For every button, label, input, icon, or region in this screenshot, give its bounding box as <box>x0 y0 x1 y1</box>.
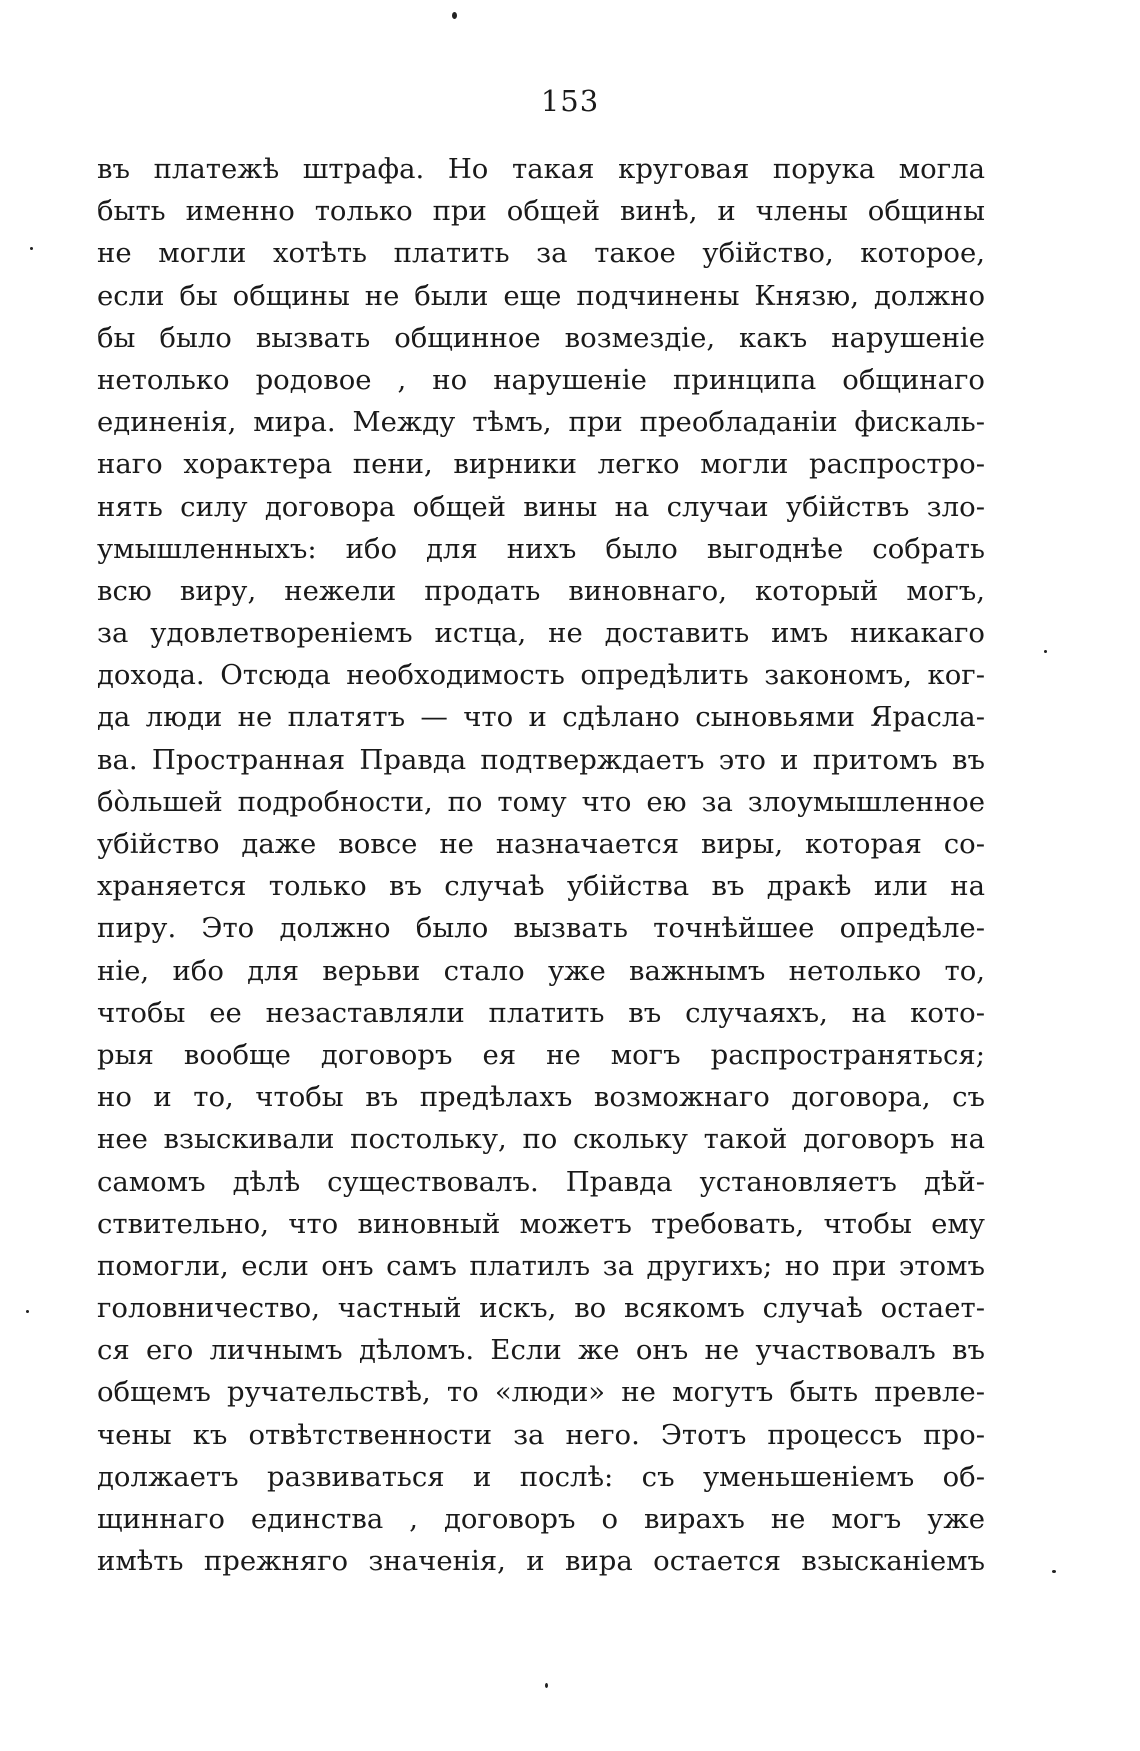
text-line: бы было вызвать общинное возмездіе, какъ нарушеніе <box>97 321 985 354</box>
scan-speck <box>1044 650 1047 653</box>
text-line: храняется только въ случаѣ убійства въ дракѣ или на <box>97 870 985 903</box>
text-line: нять силу договора общей вины на случаи убійствъ зло- <box>97 490 985 523</box>
text-line: если бы общины не были еще подчинены Князю, должно <box>97 279 985 312</box>
text-line: щиннаго единства , договоръ о вирахъ не могъ уже <box>97 1503 985 1535</box>
text-line: должаетъ развиваться и послѣ: съ уменьшеніемъ об- <box>97 1460 985 1493</box>
scan-speck <box>1052 1570 1056 1573</box>
text-line: ствительно, что виновный можетъ требовать, чтобы ему <box>97 1207 985 1240</box>
text-line: помогли, если онъ самъ платилъ за другихъ; но при этомъ <box>97 1249 985 1282</box>
text-line: общемъ ручательствѣ, то «люди» не могутъ быть превле- <box>97 1376 985 1409</box>
text-line: рыя вообще договоръ ея не могъ распространяться; <box>97 1038 985 1071</box>
text-line: быть именно только при общей винѣ, и члены общины <box>97 195 985 228</box>
text-line: наго хорактера пени, вирники легко могли распростро- <box>97 448 985 481</box>
text-line: пиру. Это должно было вызвать точнѣйшее опредѣле- <box>97 912 985 945</box>
text-line: ся его личнымъ дѣломъ. Если же онъ не участвовалъ въ <box>97 1334 985 1367</box>
text-line: умышленныхъ: ибо для нихъ было выгоднѣе собрать <box>97 532 985 565</box>
text-line: дохода. Отсюда необходимость опредѣлить закономъ, ког- <box>97 659 985 692</box>
text-line: но и то, чтобы въ предѣлахъ возможнаго договора, съ <box>97 1081 985 1114</box>
text-line: за удовлетвореніемъ истца, не доставить имъ никакаго <box>97 617 985 650</box>
text-line: самомъ дѣлѣ существовалъ. Правда установляетъ дѣй- <box>97 1165 985 1198</box>
text-line: нетолько родовое , но нарушеніе принципа общинаго <box>97 363 985 396</box>
text-line: бо̀льшей подробности, по тому что ею за злоумышленное <box>97 785 985 818</box>
text-line: убійство даже вовсе не назначается виры, которая со- <box>97 828 985 860</box>
scan-speck <box>452 12 457 19</box>
text-line: ва. Пространная Правда подтверждаетъ это и притомъ въ <box>97 743 985 776</box>
text-line: не могли хотѣть платить за такое убійство, которое, <box>97 237 985 270</box>
text-line: имѣть прежняго значенія, и вира остается взысканіемъ <box>97 1545 985 1578</box>
text-line: да люди не платятъ — что и сдѣлано сыновьями Ярасла- <box>97 701 985 734</box>
text-line: головничество, частный искъ, во всякомъ случаѣ остает- <box>97 1292 985 1325</box>
scan-speck <box>545 1683 548 1688</box>
text-line: нее взыскивали постольку, по скольку такой договоръ на <box>97 1123 985 1156</box>
body-text <box>97 148 985 1582</box>
scan-speck <box>26 1310 29 1313</box>
text-line: единенія, мира. Между тѣмъ, при преобладаніи фискаль- <box>97 406 985 439</box>
text-line: ніе, ибо для верьви стало уже важнымъ нетолько то, <box>97 954 985 987</box>
text-line: чены къ отвѣтственности за него. Этотъ процессъ про- <box>97 1418 985 1451</box>
page-number: 153 <box>540 84 600 118</box>
text-line: всю виру, нежели продать виновнаго, который могъ, <box>97 574 985 607</box>
scan-speck <box>30 247 33 250</box>
text-line: чтобы ее незаставляли платить въ случаяхъ, на кото- <box>97 996 985 1029</box>
text-line: въ платежѣ штрафа. Но такая круговая порука могла <box>97 153 985 185</box>
